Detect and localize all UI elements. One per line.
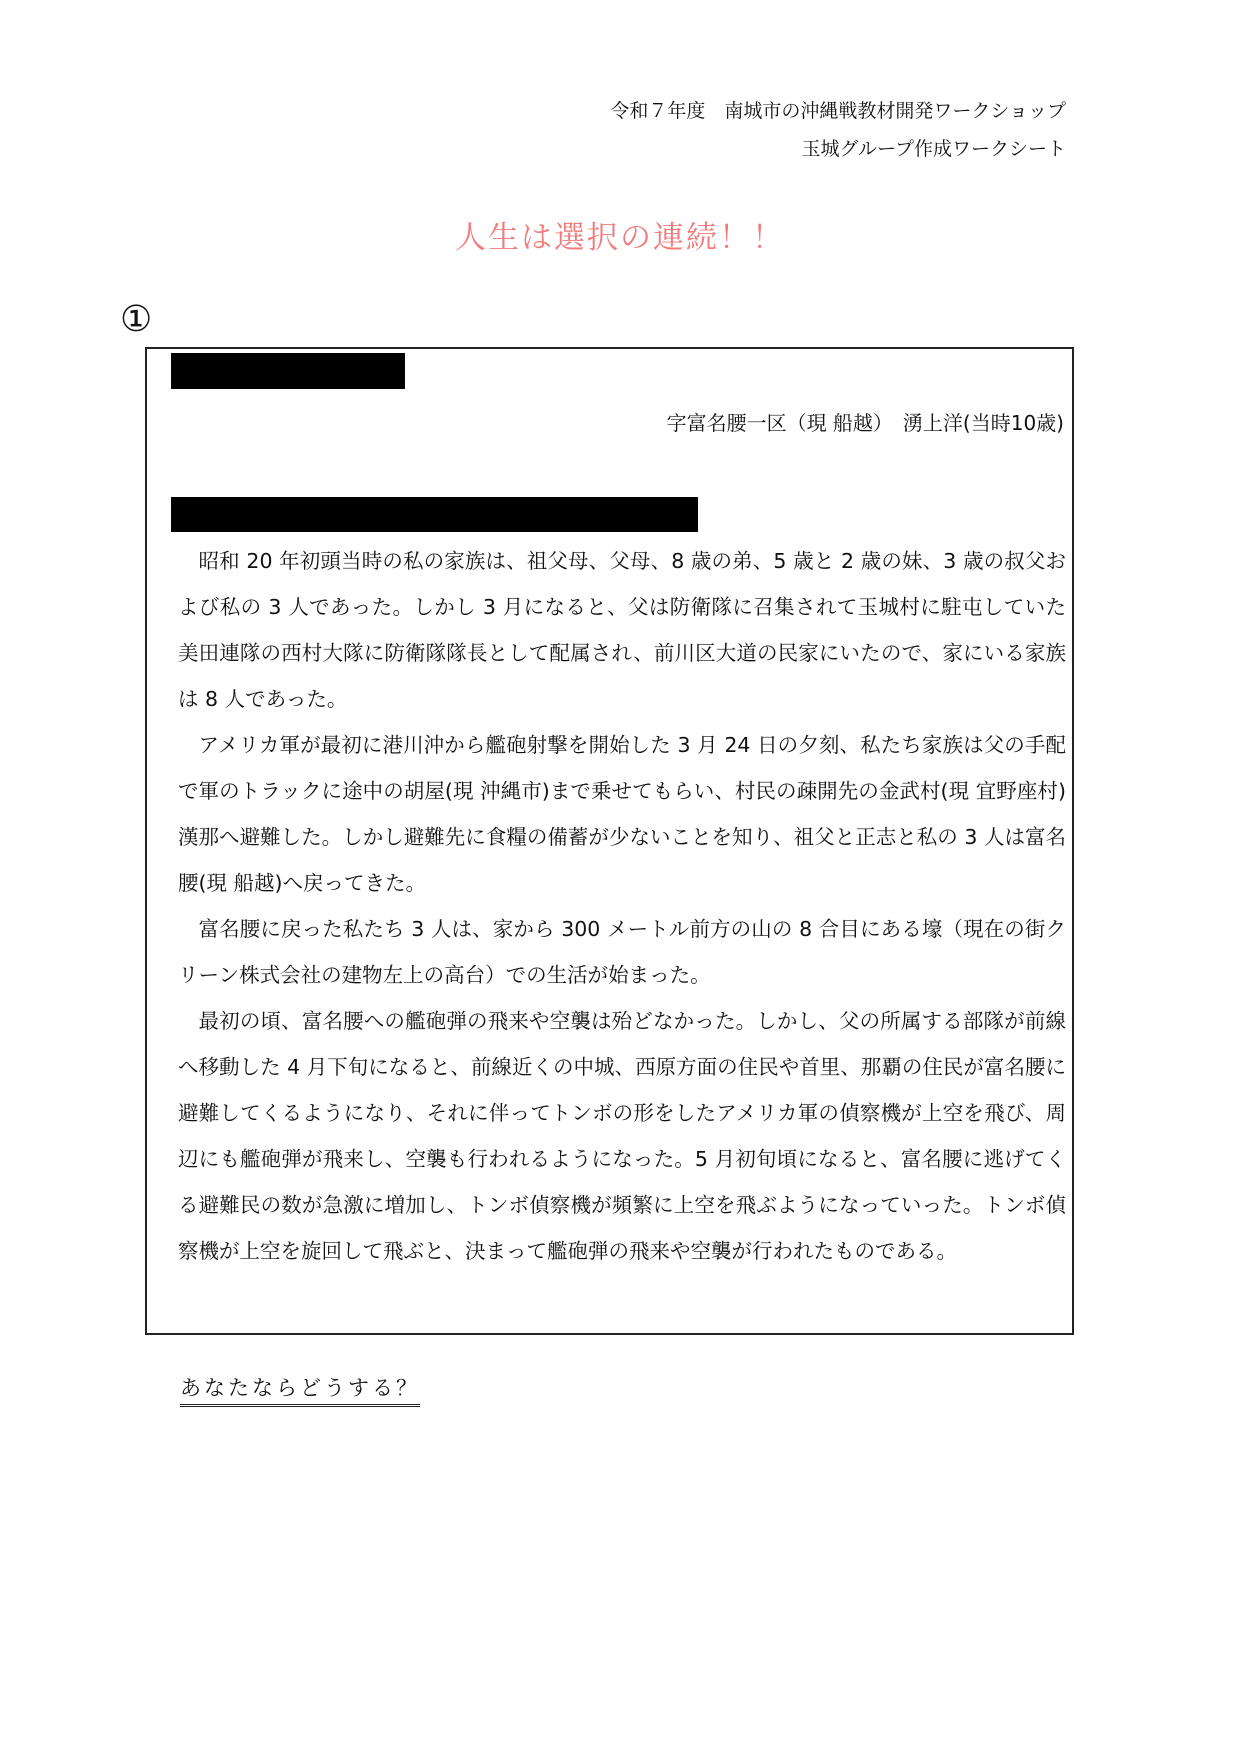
paragraph: 最初の頃、富名腰への艦砲弾の飛来や空襲は殆どなかった。しかし、父の所属する部隊が前線へ移動した 4 月下旬になると、前線近くの中城、西原方面の住民や首里、那覇の住民が富名腰に避難してくるようになり、それに伴ってトンボの形をしたアメリカ軍の偵察機が上空を飛び、周辺にも艦砲弾が飛来し、空襲も行われるようになった。5 月初旬頃になると、富名腰に逃げてくる避難民の数が急激に増加し、トンボ偵察機が頻繁に上空を飛ぶようになっていった。トンボ偵察機が上空を旋回して飛ぶと、決まって艦砲弾の飛来や空襲が行われたものである。 bbox=[178, 1009, 1066, 1263]
paragraph: 昭和 20 年初頭当時の私の家族は、祖父母、父母、8 歳の弟、5 歳と 2 歳の妹、3 歳の叔父および私の 3 人であった。しかし 3 月になると、父は防衛隊に召集されて玉城村に駐屯していた美田連隊の西村大隊に防衛隊隊長として配属され、前川区大道の民家にいたので、家にいる家族は 8 人であった。 bbox=[178, 549, 1066, 711]
redaction-bar-heading bbox=[171, 497, 698, 532]
section-number: ① bbox=[120, 299, 153, 340]
paragraph: アメリカ軍が最初に港川沖から艦砲射撃を開始した 3 月 24 日の夕刻、私たち家族は父の手配で軍のトラックに途中の胡屋(現 沖縄市)まで乗せてもらい、村民の疎開先の金武村(現 宜野座村)漢那へ避難した。しかし避難先に食糧の備蓄が少ないことを知り、祖父と正志と私の 3 人は富名腰(現 船越)へ戻ってきた。 bbox=[178, 733, 1066, 895]
header-workshop-line: 令和７年度 南城市の沖縄戦教材開発ワークショップ bbox=[610, 100, 1066, 122]
redaction-bar-top bbox=[171, 353, 405, 389]
question-prompt: あなたならどうする？ bbox=[180, 1372, 420, 1407]
page-title: 人生は選択の連続！！ bbox=[455, 220, 785, 256]
testimony-box bbox=[145, 347, 1074, 1335]
testimony-text bbox=[178, 538, 1066, 1274]
header-group-line: 玉城グループ作成ワークシート bbox=[801, 138, 1066, 160]
paragraph: 富名腰に戻った私たち 3 人は、家から 300 メートル前方の山の 8 合目にある壕（現在の街クリーン株式会社の建物左上の高台）での生活が始まった。 bbox=[178, 917, 1066, 987]
author-line: 字富名腰一区（現 船越） 湧上洋(当時10歳) bbox=[666, 411, 1064, 435]
